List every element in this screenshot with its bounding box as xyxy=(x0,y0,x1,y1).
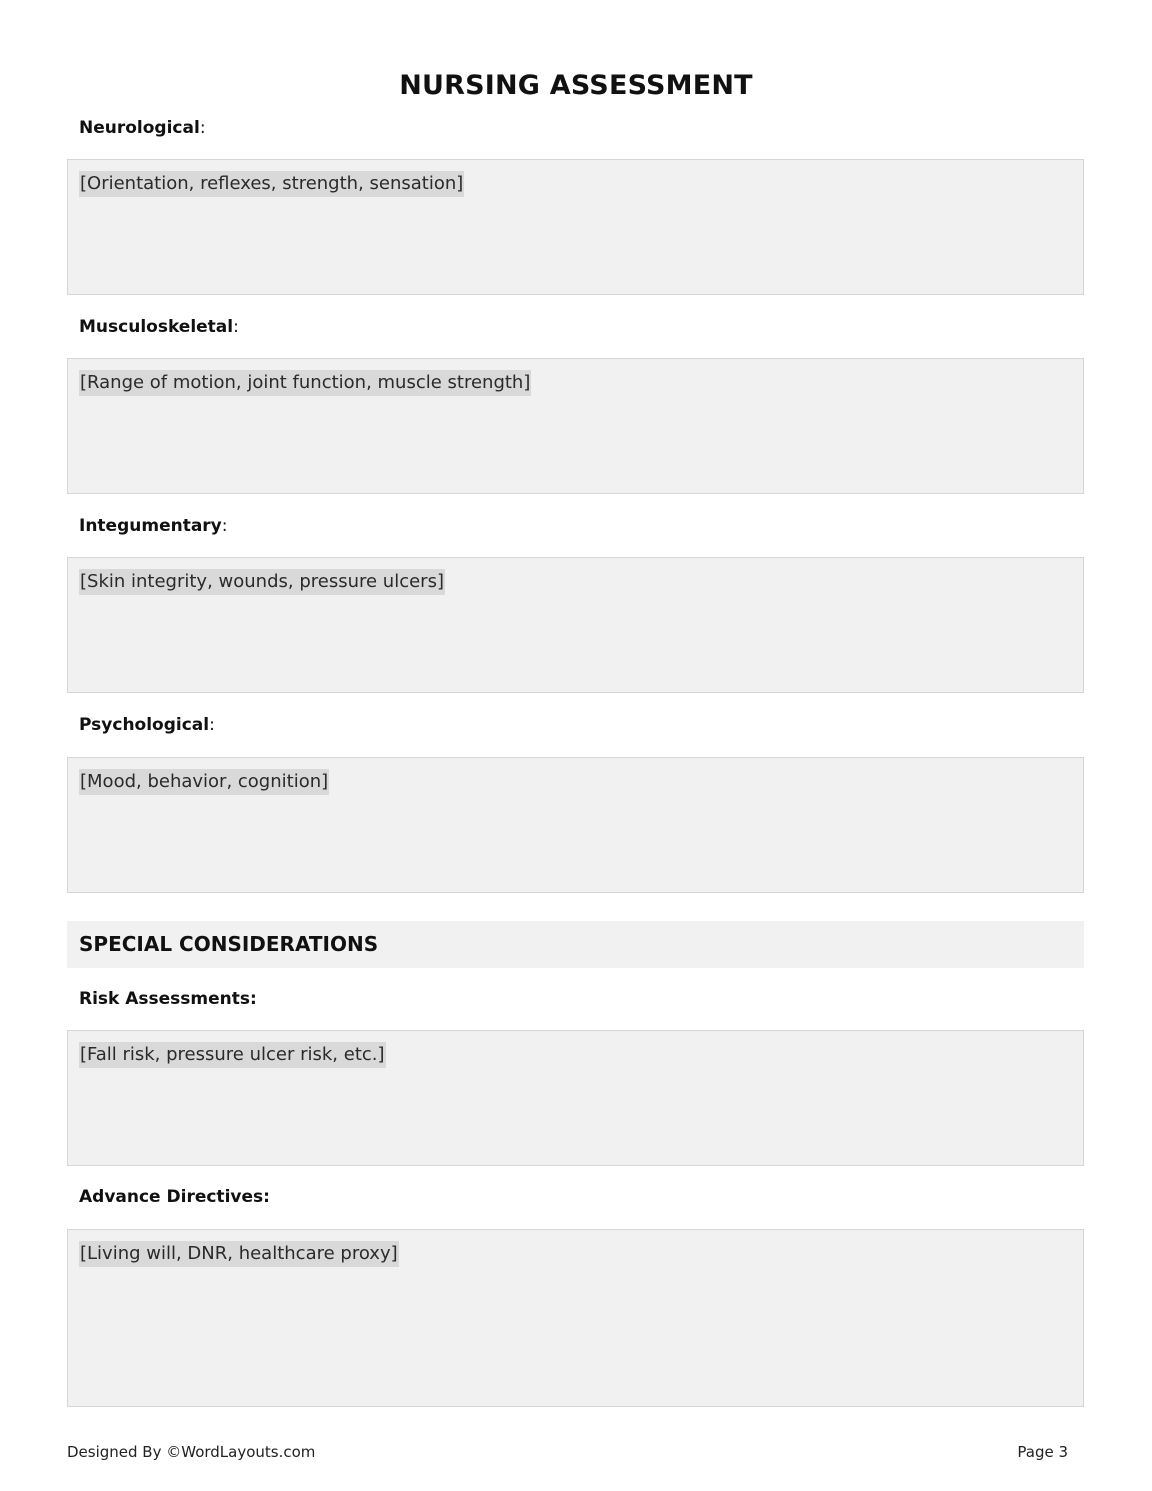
special-considerations-banner xyxy=(67,921,1084,968)
page-number: Page 3 xyxy=(1017,1443,1068,1461)
psychological-label xyxy=(79,715,215,735)
musculoskeletal-field[interactable] xyxy=(67,358,1084,494)
musculoskeletal-label xyxy=(79,317,239,337)
neurological-field[interactable] xyxy=(67,159,1084,295)
integumentary-label-colon: : xyxy=(221,516,228,536)
psychological-placeholder[interactable]: [Mood, behavior, cognition] xyxy=(79,769,329,795)
advance-directives-label xyxy=(79,1187,270,1207)
risk-assessments-label xyxy=(79,989,257,1009)
musculoskeletal-label-colon: : xyxy=(233,317,239,337)
psychological-label-text: Psychological xyxy=(79,715,210,735)
special-considerations-heading: SPECIAL CONSIDERATIONS xyxy=(79,932,379,956)
advance-directives-field[interactable] xyxy=(67,1229,1084,1407)
integumentary-placeholder[interactable]: [Skin integrity, wounds, pressure ulcers] xyxy=(79,569,445,595)
advance-directives-label-text: Advance Directives: xyxy=(79,1187,270,1207)
neurological-label-text: Neurological xyxy=(79,118,200,138)
neurological-placeholder[interactable]: [Orientation, reflexes, strength, sensation] xyxy=(79,171,464,197)
psychological-field[interactable] xyxy=(67,757,1084,893)
psychological-label-colon: : xyxy=(209,715,215,735)
page-title: NURSING ASSESSMENT xyxy=(399,70,753,101)
risk-assessments-label-text: Risk Assessments: xyxy=(79,989,257,1009)
advance-directives-placeholder[interactable]: [Living will, DNR, healthcare proxy] xyxy=(79,1241,399,1267)
integumentary-label xyxy=(79,516,228,536)
risk-assessments-field[interactable] xyxy=(67,1030,1084,1166)
risk-assessments-placeholder[interactable]: [Fall risk, pressure ulcer risk, etc.] xyxy=(79,1042,386,1068)
musculoskeletal-label-text: Musculoskeletal xyxy=(79,317,234,337)
footer-credit: Designed By ©WordLayouts.com xyxy=(67,1443,316,1461)
integumentary-field[interactable] xyxy=(67,557,1084,693)
neurological-label xyxy=(79,118,206,138)
integumentary-label-text: Integumentary xyxy=(79,516,222,536)
neurological-label-colon: : xyxy=(199,118,206,138)
musculoskeletal-placeholder[interactable]: [Range of motion, joint function, muscle strength] xyxy=(79,370,531,396)
